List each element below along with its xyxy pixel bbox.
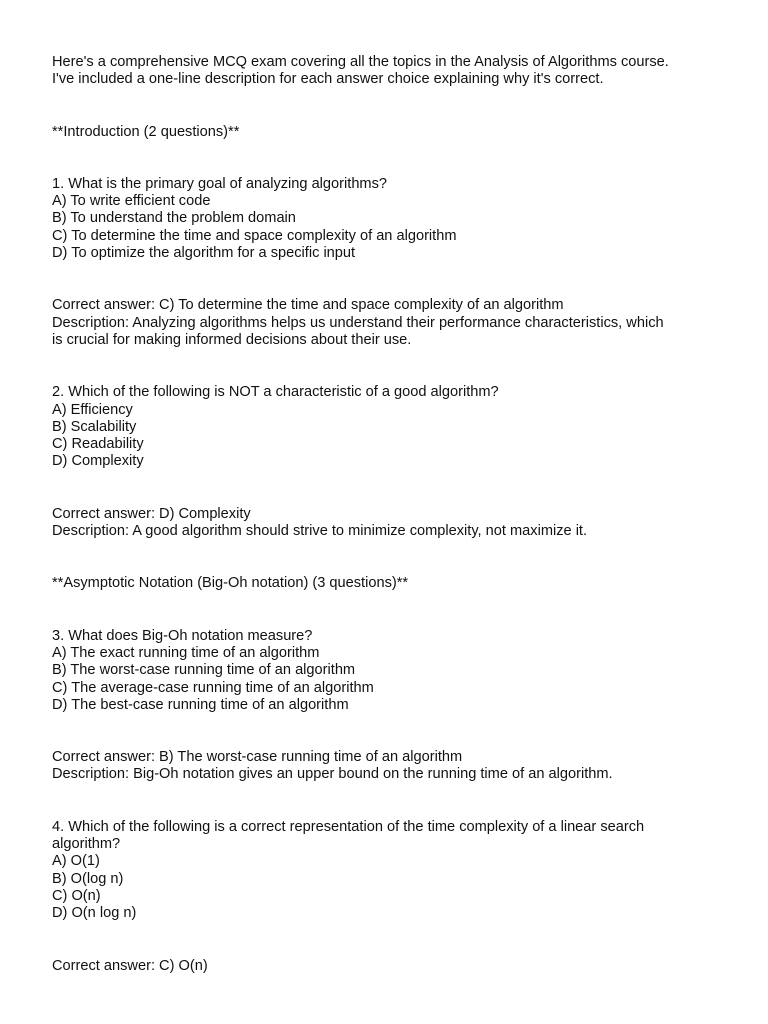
option-c: C) O(n): [52, 887, 101, 904]
option-d: D) O(n log n): [52, 905, 137, 922]
question-3: [52, 628, 722, 714]
option-b: B) O(log n): [52, 870, 124, 887]
option-c: C) Readability: [52, 436, 144, 453]
question-text: 2. Which of the following is NOT a characteristic of a good algorithm?: [52, 384, 499, 401]
option-b: B) To understand the problem domain: [52, 210, 296, 227]
option-d: D) Complexity: [52, 453, 144, 470]
intro-paragraph: [52, 54, 722, 89]
section-heading-text: **Asymptotic Notation (Big-Oh notation) (3 questions)**: [52, 575, 409, 592]
correct-answer: Correct answer: C) O(n): [52, 957, 208, 974]
question-text-line-1: 4. Which of the following is a correct representation of the time complexity of a linear search: [52, 818, 645, 835]
option-b: B) The worst-case running time of an algorithm: [52, 662, 356, 679]
answer-1: [52, 297, 722, 349]
intro-line-1: Here's a comprehensive MCQ exam covering all the topics in the Analysis of Algorithms course.: [52, 54, 669, 70]
description-line-1: Description: Big-Oh notation gives an upper bound on the running time of an algorithm.: [52, 766, 613, 783]
option-a: A) To write efficient code: [52, 193, 211, 210]
description-line-1: Description: Analyzing algorithms helps us understand their performance characteristics, which: [52, 314, 664, 331]
option-d: D) The best-case running time of an algorithm: [52, 696, 349, 713]
document-page: [52, 54, 722, 975]
description-line-2: is crucial for making informed decisions about their use.: [52, 331, 412, 348]
section-heading-text: **Introduction (2 questions)**: [52, 123, 240, 140]
question-text-line-2: algorithm?: [52, 836, 121, 853]
question-1: [52, 176, 722, 262]
question-text: 1. What is the primary goal of analyzing algorithms?: [52, 175, 388, 192]
answer-2: [52, 506, 722, 541]
option-b: B) Scalability: [52, 418, 137, 435]
answer-3: [52, 749, 722, 784]
correct-answer: Correct answer: C) To determine the time and space complexity of an algorithm: [52, 297, 564, 314]
question-2: [52, 384, 722, 470]
option-c: C) To determine the time and space complexity of an algorithm: [52, 227, 457, 244]
section-heading-introduction: [52, 124, 722, 141]
option-d: D) To optimize the algorithm for a specific input: [52, 245, 356, 262]
description-line-1: Description: A good algorithm should strive to minimize complexity, not maximize it.: [52, 523, 588, 540]
correct-answer: Correct answer: B) The worst-case running time of an algorithm: [52, 749, 463, 766]
section-heading-asymptotic: [52, 575, 722, 592]
option-a: A) The exact running time of an algorithm: [52, 644, 320, 661]
option-a: A) O(1): [52, 853, 100, 870]
question-text: 3. What does Big-Oh notation measure?: [52, 627, 313, 644]
option-a: A) Efficiency: [52, 401, 133, 418]
intro-line-2: I've included a one-line description for each answer choice explaining why it's correct.: [52, 71, 604, 88]
answer-4: [52, 958, 722, 975]
question-4: [52, 819, 722, 923]
correct-answer: Correct answer: D) Complexity: [52, 505, 251, 522]
option-c: C) The average-case running time of an algorithm: [52, 679, 374, 696]
